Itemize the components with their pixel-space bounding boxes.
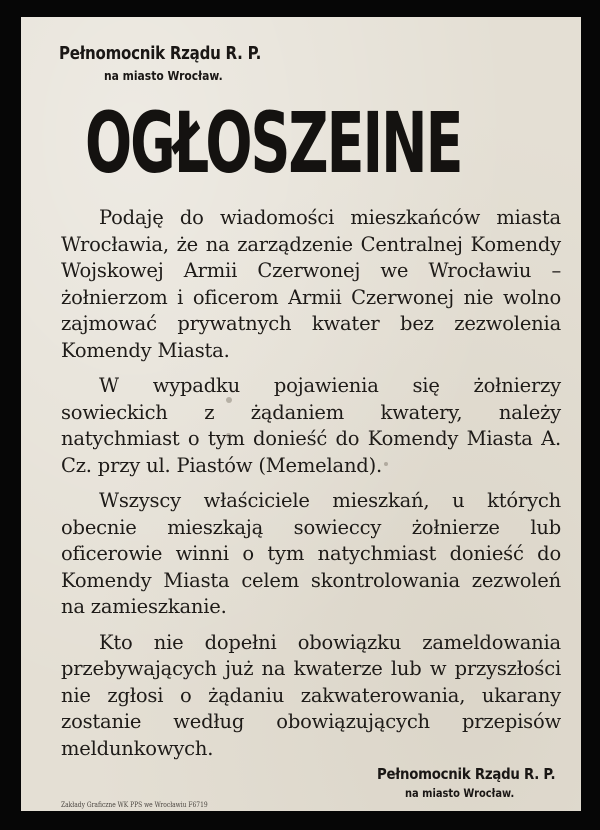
announcement-poster bbox=[21, 17, 581, 811]
issuer-city: na miasto Wrocław. bbox=[104, 68, 223, 83]
announcement-body bbox=[61, 205, 561, 771]
paper-stain-dot bbox=[384, 462, 388, 466]
issuer-title: Pełnomocnik Rządu R. P. bbox=[59, 44, 262, 64]
paper-stain-dot bbox=[226, 433, 231, 438]
paper-stain-dot bbox=[226, 397, 232, 403]
signature-block bbox=[377, 765, 577, 800]
paragraph-4: Kto nie dopełni obowiązku zameldowania przebywających już na kwaterze lub w przyszłości nie zgłosi o żądaniu zakwaterowania, ukarany zostanie według obowiązujących przepisów meldunkowych. bbox=[61, 630, 561, 760]
issuer-header bbox=[59, 44, 299, 83]
paragraph-2: W wypadku pojawienia się żołnierzy sowieckich z żądaniem kwatery, należy natychmiast o tym donieść do Komendy Miasta A. Cz. przy ul. Piastów (Memeland). bbox=[61, 374, 561, 477]
headline: OGŁOSZEINE bbox=[85, 94, 462, 192]
printer-imprint: Zakłady Graficzne WK PPS we Wrocławiu F6719 bbox=[61, 801, 208, 809]
paragraph-1: Podaję do wiadomości mieszkańców miasta Wrocławia, że na zarządzenie Centralnej Komendy Wojskowej Armii Czerwonej we Wrocławiu – żołnierzom i oficerom Armii Czerwonej nie wolno zajmować prywatnych kwater bez zezwolenia Komendy Miasta. bbox=[61, 206, 561, 362]
paragraph-3: Wszyscy właściciele mieszkań, u których obecnie mieszkają sowieccy żołnierze lub oficerowie winni o tym natychmiast donieść do Komendy Miasta celem skontrolowania zezwoleń na zamieszkanie. bbox=[61, 489, 561, 618]
signature-title: Pełnomocnik Rządu R. P. bbox=[377, 765, 556, 783]
signature-city: na miasto Wrocław. bbox=[405, 786, 515, 800]
